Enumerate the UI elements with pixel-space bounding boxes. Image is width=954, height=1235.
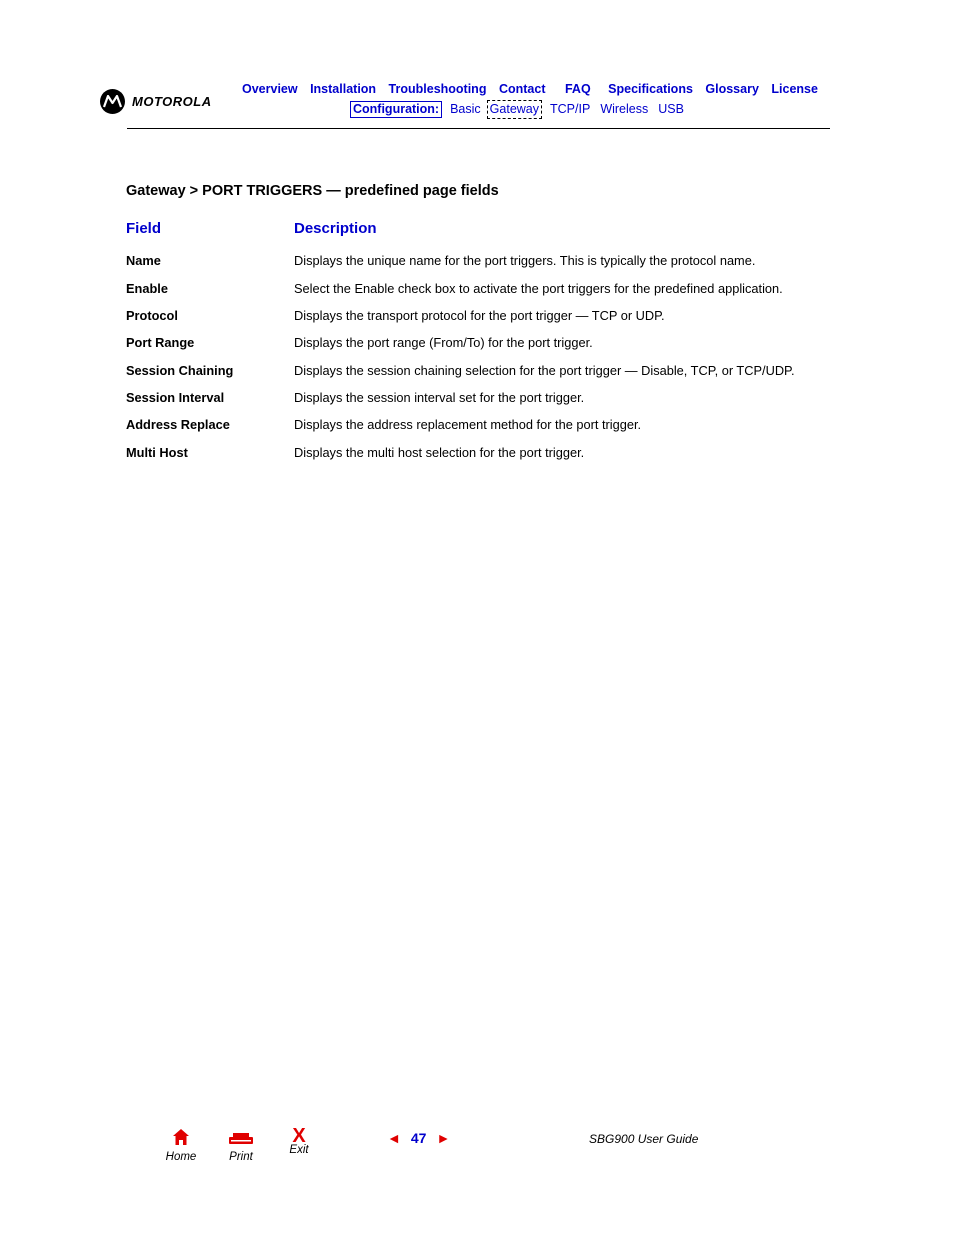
column-header-description: Description — [294, 220, 377, 237]
field-name: Multi Host — [126, 445, 188, 460]
nav-config-wireless[interactable]: Wireless — [600, 102, 649, 116]
next-page-arrow-icon[interactable]: ► — [436, 1130, 451, 1146]
nav-glossary[interactable]: Glossary — [705, 82, 759, 96]
field-name: Protocol — [126, 308, 178, 323]
nav-config-tcpip[interactable]: TCP/IP — [550, 102, 591, 116]
motorola-m-icon — [100, 89, 125, 114]
exit-button[interactable] — [279, 1125, 319, 1156]
field-description: Displays the multi host selection for the port trigger. — [294, 445, 585, 460]
table-row — [0, 445, 954, 465]
nav-contact[interactable]: Contact — [498, 82, 546, 96]
previous-page-arrow-icon[interactable]: ◄ — [387, 1130, 401, 1146]
guide-title: SBG900 User Guide — [589, 1132, 699, 1146]
field-name: Enable — [126, 281, 168, 296]
printer-icon — [227, 1133, 255, 1150]
nav-faq[interactable]: FAQ — [564, 82, 591, 96]
header-divider — [127, 128, 830, 129]
field-name: Address Replace — [126, 417, 230, 432]
table-row — [0, 335, 954, 355]
print-label: Print — [229, 1151, 253, 1163]
field-name: Session Interval — [126, 390, 225, 405]
print-button[interactable] — [221, 1128, 261, 1163]
motorola-logo — [100, 89, 212, 114]
field-name: Session Chaining — [126, 363, 234, 378]
field-description: Displays the transport protocol for the port trigger — TCP or UDP. — [294, 308, 665, 323]
primary-nav — [242, 82, 827, 96]
field-description: Displays the session interval set for the port trigger. — [294, 390, 585, 405]
column-header-field: Field — [126, 220, 162, 237]
nav-specifications[interactable]: Specifications — [608, 82, 693, 96]
home-label: Home — [165, 1151, 197, 1163]
field-description: Displays the session chaining selection for the port trigger — Disable, TCP, or TCP/UDP. — [294, 363, 795, 378]
nav-license[interactable]: License — [771, 82, 818, 96]
exit-x-icon: X — [292, 1125, 306, 1147]
field-description: Displays the address replacement method for the port trigger. — [294, 417, 642, 432]
page-number: 47 — [410, 1130, 427, 1146]
home-icon — [172, 1133, 190, 1150]
table-row — [0, 390, 954, 410]
nav-config-gateway[interactable]: Gateway — [487, 100, 542, 119]
field-name: Port Range — [126, 335, 195, 350]
field-description: Displays the port range (From/To) for the port trigger. — [294, 335, 593, 350]
page-navigation — [387, 1130, 450, 1146]
table-row — [0, 253, 954, 273]
page-title: Gateway > PORT TRIGGERS — predefined page fields — [126, 183, 499, 199]
table-row — [0, 417, 954, 437]
field-name: Name — [126, 253, 161, 268]
table-row — [0, 363, 954, 383]
nav-installation[interactable]: Installation — [310, 82, 377, 96]
nav-config-basic[interactable]: Basic — [450, 102, 481, 116]
config-nav — [350, 100, 694, 119]
nav-overview[interactable]: Overview — [242, 82, 298, 96]
nav-troubleshooting[interactable]: Troubleshooting — [388, 82, 487, 96]
field-description: Displays the unique name for the port triggers. This is typically the protocol name. — [294, 253, 756, 268]
nav-config-usb[interactable]: USB — [658, 102, 684, 116]
field-description: Select the Enable check box to activate the port triggers for the predefined application. — [294, 281, 783, 296]
nav-configuration[interactable]: Configuration: — [350, 101, 442, 118]
exit-label: Exit — [289, 1144, 309, 1156]
table-row — [0, 308, 954, 328]
home-button[interactable] — [161, 1128, 201, 1163]
table-row — [0, 281, 954, 301]
brand-name: MOTOROLA — [132, 94, 212, 109]
